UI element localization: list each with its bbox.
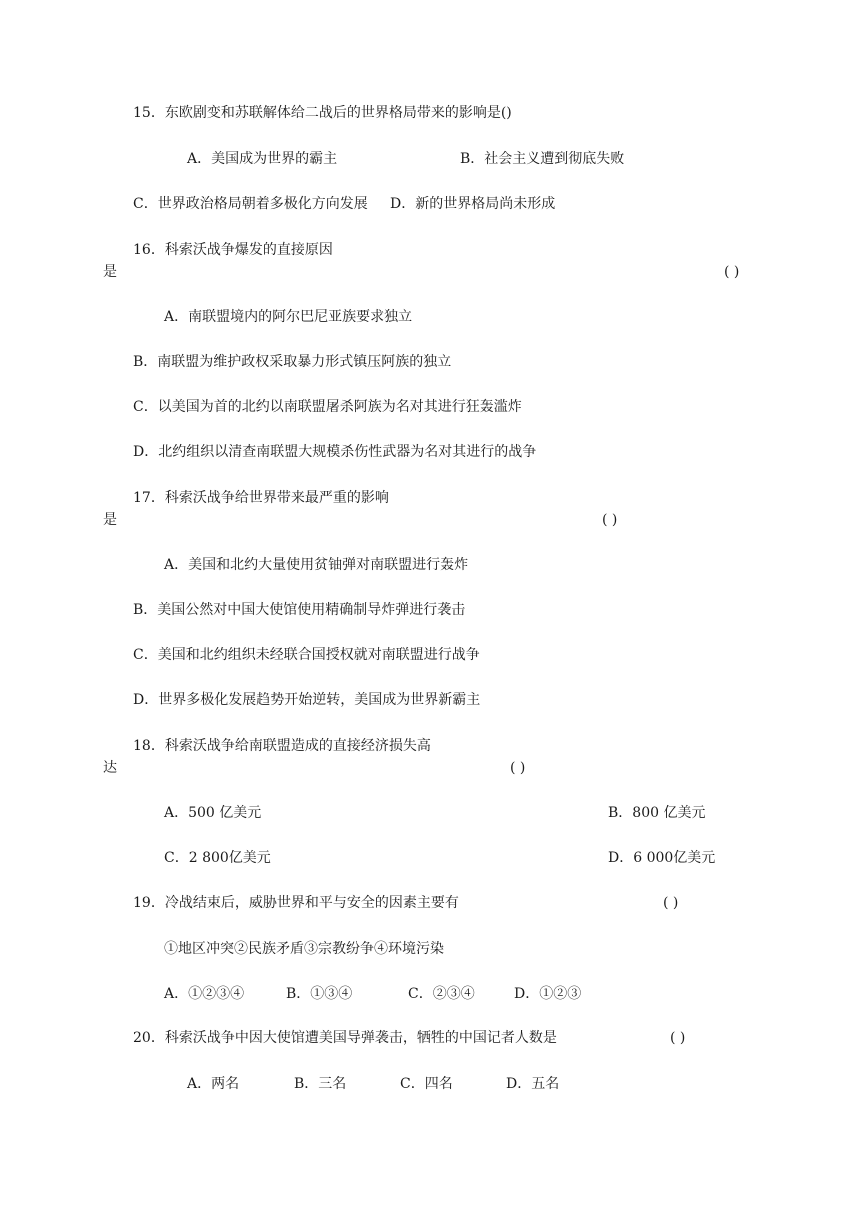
q16-option-a: A．南联盟境内的阿尔巴尼亚族要求独立 xyxy=(164,309,413,325)
q17-answer-paren: ( ) xyxy=(602,512,618,528)
q15-option-b: B．社会主义遭到彻底失败 xyxy=(460,151,625,167)
q20-option-d: D．五名 xyxy=(506,1076,560,1092)
q16-option-b: B．南联盟为维护政权采取暴力形式镇压阿族的独立 xyxy=(133,354,452,370)
q17-option-b: B．美国公然对中国大使馆使用精确制导炸弹进行袭击 xyxy=(133,602,466,618)
q16-option-d: D．北约组织以清查南联盟大规模杀伤性武器为名对其进行的战争 xyxy=(133,444,537,460)
q15-option-a: A．美国成为世界的霸主 xyxy=(187,151,338,167)
q16-answer-paren: ( ) xyxy=(724,264,740,280)
q20-option-b: B．三名 xyxy=(294,1076,347,1092)
q19-option-b: B．①③④ xyxy=(286,986,353,1002)
q19-option-d: D．①②③ xyxy=(514,986,582,1002)
q18-option-c: C．2 800亿美元 xyxy=(164,850,271,866)
q18-answer-paren: ( ) xyxy=(510,760,526,776)
q18-stem-cont: 达 xyxy=(103,760,117,776)
q15-stem: 15．东欧剧变和苏联解体给二战后的世界格局带来的影响是() xyxy=(133,105,512,121)
q17-stem: 17．科索沃战争给世界带来最严重的影响 xyxy=(133,490,389,506)
q16-stem-cont: 是 xyxy=(103,264,117,280)
q20-option-a: A．两名 xyxy=(187,1076,240,1092)
q20-answer-paren: ( ) xyxy=(670,1030,686,1046)
q18-option-d: D．6 000亿美元 xyxy=(608,850,716,866)
q16-stem: 16．科索沃战争爆发的直接原因 xyxy=(133,242,333,258)
q18-stem: 18．科索沃战争给南联盟造成的直接经济损失高 xyxy=(133,738,431,754)
q19-items: ①地区冲突②民族矛盾③宗教纷争④环境污染 xyxy=(164,941,444,957)
q18-option-b: B．800 亿美元 xyxy=(608,805,706,821)
q17-option-c: C．美国和北约组织未经联合国授权就对南联盟进行战争 xyxy=(133,647,480,663)
q17-option-a: A．美国和北约大量使用贫铀弹对南联盟进行轰炸 xyxy=(164,557,469,573)
q15-option-d: D．新的世界格局尚未形成 xyxy=(390,196,556,212)
q15-option-c: C．世界政治格局朝着多极化方向发展 xyxy=(133,196,368,212)
q19-answer-paren: ( ) xyxy=(663,895,679,911)
q19-option-c: C．②③④ xyxy=(408,986,475,1002)
q17-option-d: D．世界多极化发展趋势开始逆转，美国成为世界新霸主 xyxy=(133,692,481,708)
q18-option-a: A．500 亿美元 xyxy=(164,805,262,821)
q17-stem-cont: 是 xyxy=(103,512,117,528)
q19-option-a: A．①②③④ xyxy=(164,986,245,1002)
q20-stem: 20．科索沃战争中因大使馆遭美国导弹袭击，牺牲的中国记者人数是 xyxy=(133,1030,557,1046)
q20-option-c: C．四名 xyxy=(400,1076,453,1092)
q19-stem: 19．冷战结束后，威胁世界和平与安全的因素主要有 xyxy=(133,895,459,911)
q16-option-c: C．以美国为首的北约以南联盟屠杀阿族为名对其进行狂轰滥炸 xyxy=(133,399,522,415)
